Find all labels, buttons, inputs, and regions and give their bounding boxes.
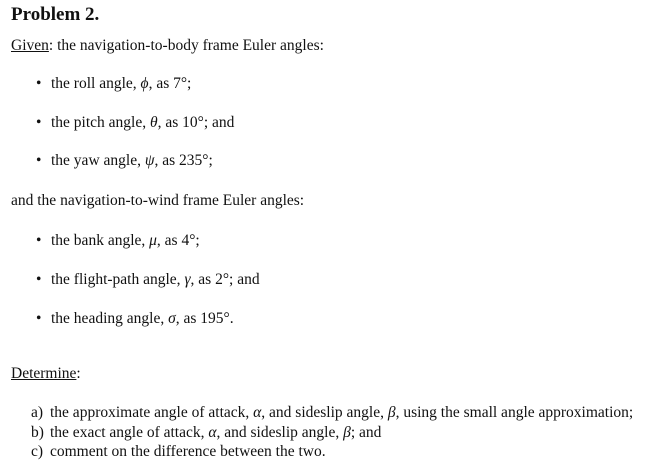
beta-symbol: β [343,424,351,441]
bullet-icon: • [36,114,42,131]
beta-symbol: β [387,404,396,421]
task-b: b) the exact angle of attack, α, and sideslip angle, β; and [31,424,382,441]
alpha-symbol: α [208,424,217,441]
psi-symbol: ψ [144,152,155,169]
bullet-icon: • [36,310,42,327]
task-c: c) comment on the difference between the two. [31,443,326,460]
theta-symbol: θ [150,114,158,131]
gamma-symbol: γ [184,271,191,288]
list-item-bank: • the bank angle, μ, as 4°; [36,232,200,249]
determine-label: Determine [11,365,77,382]
list-item-roll: • the roll angle, ϕ, as 7°; [36,75,192,92]
bullet-icon: • [36,232,42,249]
given-text: : the navigation-to-body frame Euler angles: [48,37,324,54]
alpha-symbol: α [253,404,262,421]
list-item-pitch: • the pitch angle, θ, as 10°; and [36,114,235,131]
list-item-flight-path: • the flight-path angle, γ, as 2°; and [36,271,260,288]
bullet-icon: • [36,271,42,288]
phi-symbol: ϕ [140,75,149,92]
mu-symbol: μ [149,232,157,249]
list-item-heading: • the heading angle, σ, as 195°. [36,310,234,327]
problem-title: Problem 2. [11,4,100,25]
sigma-symbol: σ [168,310,176,327]
given-line [11,37,324,55]
wind-intro: and the navigation-to-wind frame Euler angles: [11,192,305,209]
bullet-icon: • [36,152,42,169]
task-a: a) the approximate angle of attack, α, and sideslip angle, β, using the small angle approximation; [31,404,634,421]
bullet-icon: • [36,75,42,92]
given-label: Given [11,37,49,54]
list-item-yaw: • the yaw angle, ψ, as 235°; [36,152,213,169]
determine-line: Determine: [11,365,81,382]
